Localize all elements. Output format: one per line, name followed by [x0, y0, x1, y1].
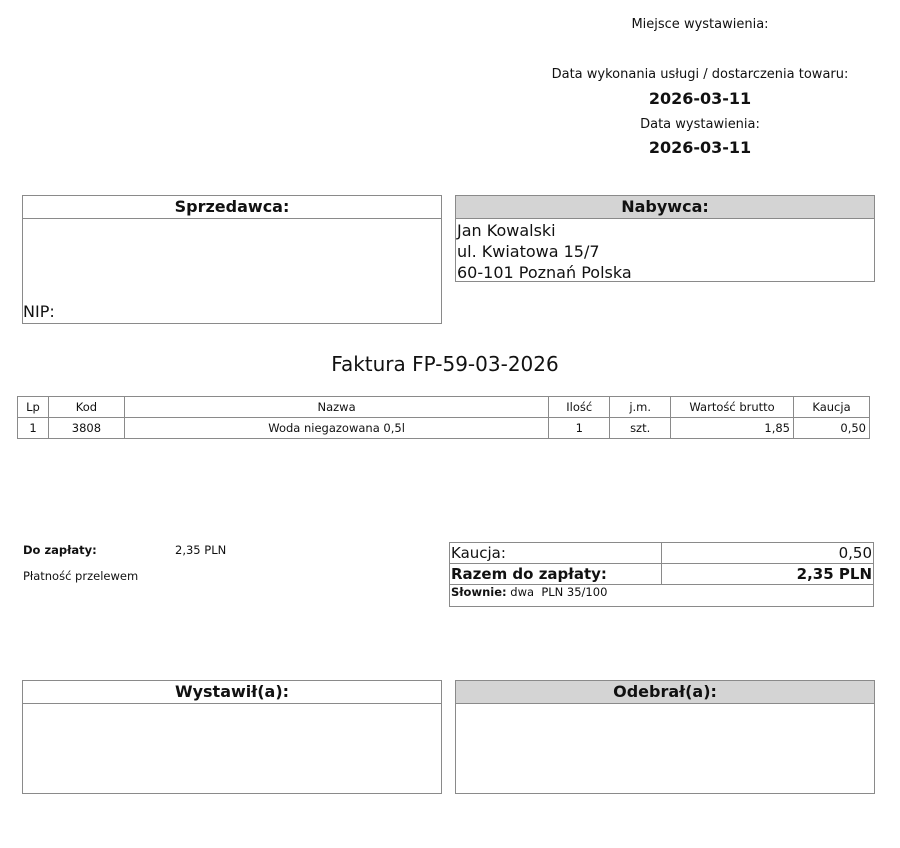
summary-total-label: Razem do zapłaty:: [450, 564, 662, 585]
items-table: [17, 396, 870, 439]
col-header-lp: Lp: [18, 397, 49, 418]
issue-date-value: 2026-03-11: [648, 138, 752, 157]
words-value: dwa PLN 35/100: [506, 585, 608, 599]
col-header-name: Nazwa: [124, 397, 548, 418]
col-header-code: Kod: [48, 397, 124, 418]
seller-nip-label: NIP:: [23, 302, 55, 321]
buyer-name: Jan Kowalski: [457, 221, 556, 240]
buyer-box: [455, 195, 875, 282]
summary-total-row: [450, 564, 874, 585]
col-header-unit: j.m.: [610, 397, 671, 418]
place-of-issue-label: Miejsce wystawienia:: [631, 17, 769, 32]
table-row: [18, 418, 870, 439]
summary-deposit-row: [450, 543, 874, 564]
issued-by-box: [22, 680, 442, 794]
cell-lp: 1: [18, 418, 49, 439]
service-date-label: Data wykonania usługi / dostarczenia towaru:: [551, 67, 849, 82]
cell-name: Woda niegazowana 0,5l: [124, 418, 548, 439]
col-header-qty: Ilość: [549, 397, 610, 418]
cell-qty: 1: [549, 418, 610, 439]
summary-table: [449, 542, 874, 607]
summary-words-cell: [450, 585, 874, 607]
issued-by-heading: Wystawił(a):: [23, 681, 441, 704]
seller-box: [22, 195, 442, 324]
received-by-heading: Odebrał(a):: [456, 681, 874, 704]
col-header-deposit: Kaucja: [794, 397, 870, 418]
received-by-box: [455, 680, 875, 794]
cell-code: 3808: [48, 418, 124, 439]
buyer-city: 60-101 Poznań Polska: [457, 263, 632, 282]
words-label: Słownie:: [451, 585, 507, 599]
payment-method: Płatność przelewem: [23, 569, 139, 583]
items-header-row: [18, 397, 870, 418]
col-header-gross: Wartość brutto: [671, 397, 794, 418]
invoice-title: Faktura FP-59-03-2026: [331, 352, 559, 376]
summary-words-row: [450, 585, 874, 607]
seller-heading: Sprzedawca:: [23, 196, 441, 219]
issue-date-label: Data wystawienia:: [640, 117, 760, 132]
cell-gross: 1,85: [671, 418, 794, 439]
cell-unit: szt.: [610, 418, 671, 439]
summary-total-value: 2,35 PLN: [661, 564, 873, 585]
amount-due-label: Do zapłaty:: [23, 543, 97, 557]
cell-deposit: 0,50: [794, 418, 870, 439]
summary-deposit-value: 0,50: [661, 543, 873, 564]
service-date-value: 2026-03-11: [648, 89, 752, 108]
buyer-street: ul. Kwiatowa 15/7: [457, 242, 600, 261]
buyer-heading: Nabywca:: [456, 196, 874, 219]
summary-deposit-label: Kaucja:: [450, 543, 662, 564]
amount-due-value: 2,35 PLN: [175, 543, 227, 557]
